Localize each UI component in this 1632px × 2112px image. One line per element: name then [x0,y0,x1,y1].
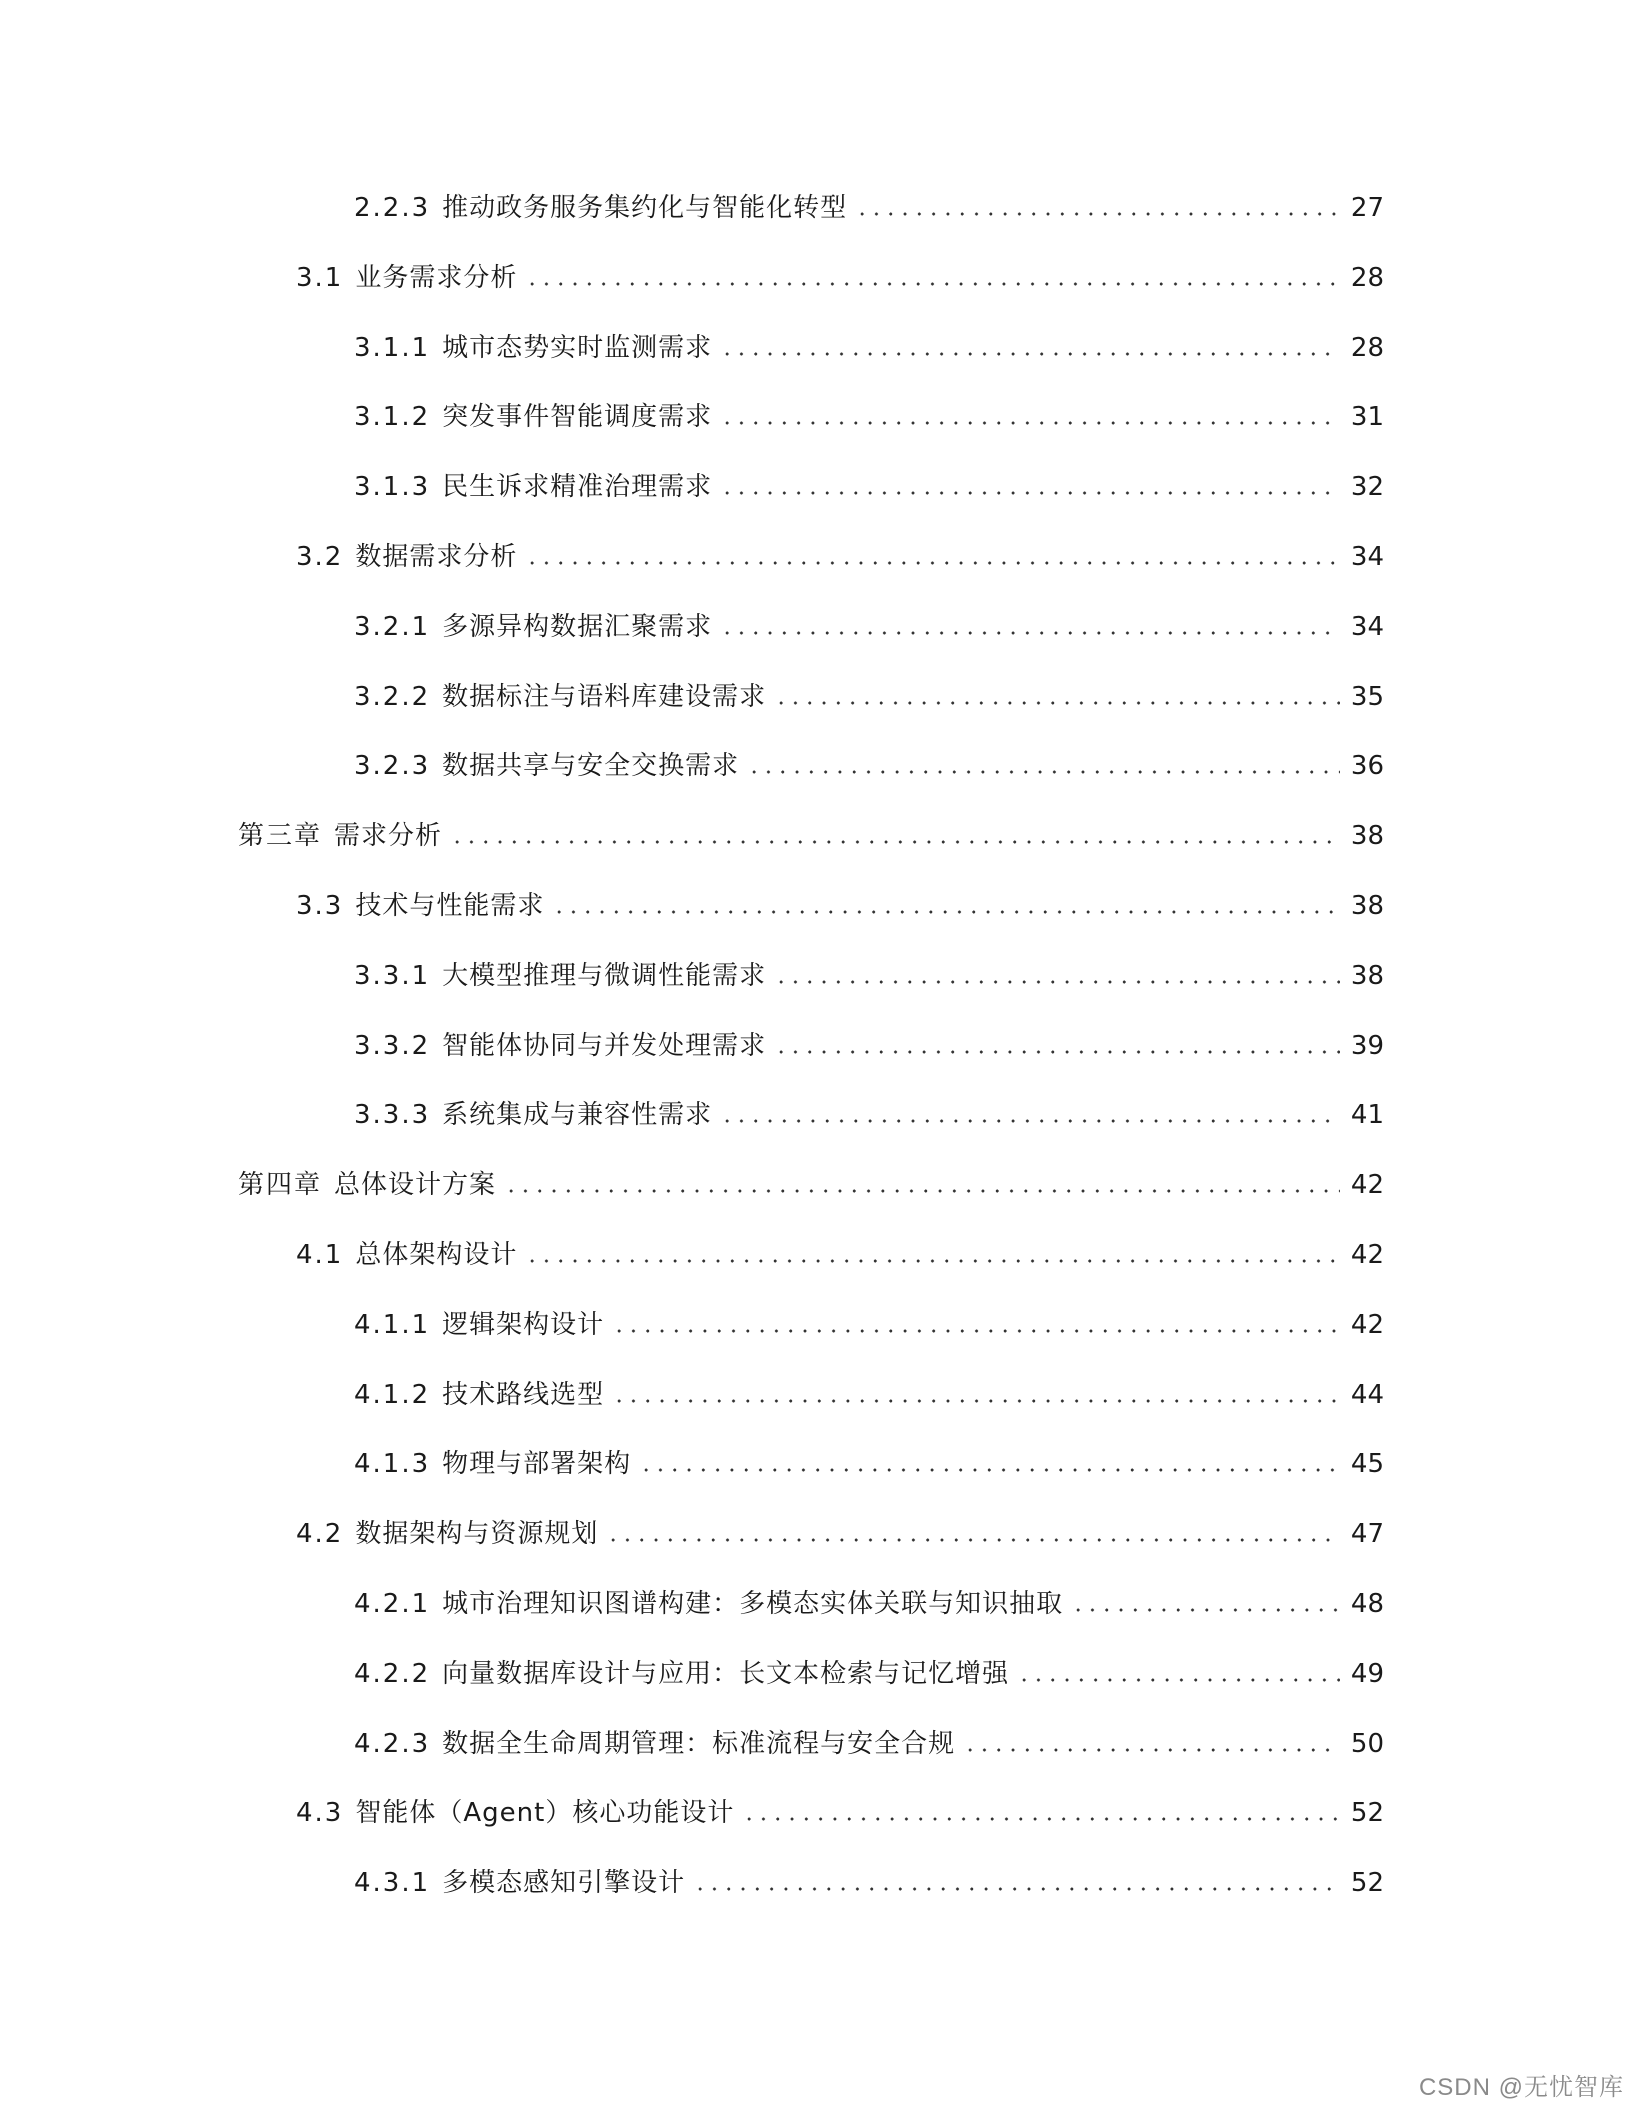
toc-entry-number: 4.1.2 [354,1379,431,1410]
toc-entry-page: 35 [1350,681,1384,712]
toc-entry[interactable] [296,1235,1384,1275]
toc-entry-number: 4.1.3 [354,1449,431,1480]
toc-entry[interactable] [354,607,1384,647]
toc-entry-page: 42 [1350,1170,1384,1201]
toc-dot-leader [525,1259,1340,1263]
toc-entry-page: 28 [1350,262,1384,293]
toc-entry-number: 3.1.1 [354,332,431,363]
toc-entry-number: 3.3.2 [354,1030,431,1061]
toc-entry[interactable] [296,537,1384,577]
toc-entry-title: 系统集成与兼容性需求 [442,1100,713,1131]
toc-entry-number: 3.3.1 [354,960,431,991]
toc-entry-title: 向量数据库设计与应用：长文本检索与记忆增强 [442,1658,1010,1689]
toc-dot-leader [720,491,1340,495]
toc-entry[interactable] [238,816,1384,856]
toc-dot-leader [450,840,1340,844]
toc-entry-title: 需求分析 [334,821,443,852]
toc-entry-number: 3.1.2 [354,402,431,433]
toc-entry-page: 47 [1350,1519,1384,1550]
toc-dot-leader [1017,1678,1340,1682]
toc-dot-leader [774,980,1340,984]
toc-entry[interactable] [354,956,1384,996]
toc-entry[interactable] [354,397,1384,437]
toc-entry-title: 物理与部署架构 [442,1449,632,1480]
toc-entry-page: 42 [1350,1309,1384,1340]
toc-entry-number: 3.2.1 [354,611,431,642]
toc-entry[interactable] [354,1026,1384,1066]
toc-entry-title: 逻辑架构设计 [442,1309,605,1340]
toc-entry[interactable] [238,1165,1384,1205]
toc-entry-page: 48 [1350,1589,1384,1619]
toc-entry-title: 突发事件智能调度需求 [442,402,713,433]
toc-entry-title: 智能体协同与并发处理需求 [442,1030,767,1061]
toc-entry-number: 3.3 [296,891,344,921]
toc-entry-page: 52 [1350,1798,1384,1829]
toc-entry-title: 城市治理知识图谱构建：多模态实体关联与知识抽取 [442,1589,1064,1619]
toc-entry-page: 28 [1350,332,1384,363]
toc-entry-number: 4.2.1 [354,1589,431,1619]
toc-entry-number: 3.2 [296,542,344,572]
toc-entry-page: 44 [1350,1379,1384,1410]
toc-dot-leader [742,1817,1340,1821]
toc-dot-leader [525,282,1340,286]
toc-dot-leader [720,421,1340,425]
toc-dot-leader [774,701,1340,705]
toc-entry-title: 总体设计方案 [334,1170,497,1201]
toc-entry[interactable] [354,1095,1384,1135]
toc-entry-page: 42 [1350,1240,1384,1270]
toc-entry-page: 32 [1350,472,1384,503]
toc-dot-leader [639,1468,1340,1472]
toc-dot-leader [963,1748,1340,1752]
toc-entry[interactable] [354,746,1384,786]
toc-entry[interactable] [296,1793,1384,1833]
toc-entry-number: 4.3 [296,1798,344,1829]
toc-entry-title: 数据全生命周期管理：标准流程与安全合规 [442,1728,956,1759]
toc-dot-leader [552,910,1340,914]
toc-entry[interactable] [354,677,1384,717]
toc-entry-title: 技术路线选型 [442,1379,605,1410]
toc-entry-title: 多模态感知引擎设计 [442,1868,686,1899]
toc-entry-page: 38 [1350,821,1384,852]
toc-entry[interactable] [354,467,1384,507]
toc-entry-page: 41 [1350,1100,1384,1131]
toc-dot-leader [612,1329,1340,1333]
toc-dot-leader [774,1050,1340,1054]
toc-entry-page: 50 [1350,1728,1384,1759]
toc-dot-leader [525,561,1340,565]
toc-entry-title: 智能体（Agent）核心功能设计 [355,1798,735,1829]
toc-entry-page: 27 [1350,193,1384,223]
toc-dot-leader [720,631,1340,635]
toc-entry[interactable] [354,1654,1384,1694]
toc-entry-page: 34 [1350,611,1384,642]
toc-entry-number: 4.2 [296,1519,344,1550]
toc-entry-page: 49 [1350,1658,1384,1689]
toc-entry[interactable] [354,1724,1384,1764]
toc-entry-title: 数据标注与语料库建设需求 [442,681,767,712]
toc-entry[interactable] [354,1444,1384,1484]
toc-dot-leader [693,1887,1340,1891]
toc-entry-title: 技术与性能需求 [355,891,545,921]
toc-dot-leader [855,212,1340,216]
toc-entry-title: 总体架构设计 [355,1240,518,1270]
toc-entry-number: 4.1 [296,1240,344,1270]
toc-entry-page: 34 [1350,542,1384,572]
toc-entry-number: 4.2.3 [354,1728,431,1759]
toc-entry[interactable] [354,1305,1384,1345]
toc-entry[interactable] [354,1584,1384,1624]
toc-entry-number: 第四章 [238,1170,323,1201]
toc-dot-leader [612,1399,1340,1403]
toc-entry-number: 2.2.3 [354,193,431,223]
toc-entry-page: 31 [1350,402,1384,433]
toc-entry-title: 多源异构数据汇聚需求 [442,611,713,642]
toc-entry[interactable] [296,258,1384,298]
toc-entry-title: 数据共享与安全交换需求 [442,751,740,782]
toc-dot-leader [504,1189,1340,1193]
toc-entry-number: 4.2.2 [354,1658,431,1689]
toc-entry-title: 数据需求分析 [355,542,518,572]
toc-entry-number: 3.2.3 [354,751,431,782]
toc-dot-leader [720,1119,1340,1123]
toc-entry[interactable] [354,1863,1384,1903]
toc-entry-title: 业务需求分析 [355,262,518,293]
toc-entry-title: 民生诉求精准治理需求 [442,472,713,503]
toc-entry-number: 4.3.1 [354,1868,431,1899]
toc-entry-title: 数据架构与资源规划 [355,1519,599,1550]
toc-entry[interactable] [354,188,1384,228]
toc-entry[interactable] [296,1514,1384,1554]
toc-entry-title: 城市态势实时监测需求 [442,332,713,363]
toc-entry[interactable] [296,886,1384,926]
toc-entry-number: 3.1 [296,262,344,293]
toc-entry-page: 36 [1350,751,1384,782]
toc-dot-leader [1071,1608,1340,1612]
toc-entry-page: 38 [1350,960,1384,991]
toc-entry[interactable] [354,328,1384,368]
toc-entry[interactable] [354,1375,1384,1415]
toc-entry-page: 38 [1350,891,1384,921]
toc-entry-page: 39 [1350,1030,1384,1061]
toc-entry-number: 4.1.1 [354,1309,431,1340]
toc-entry-page: 52 [1350,1868,1384,1899]
toc-entry-title: 大模型推理与微调性能需求 [442,960,767,991]
toc-dot-leader [720,352,1340,356]
toc-entry-number: 3.2.2 [354,681,431,712]
watermark: CSDN @无忧智库 [1418,2074,1624,2101]
toc-entry-number: 3.1.3 [354,472,431,503]
toc-entry-number: 3.3.3 [354,1100,431,1131]
toc-entry-page: 45 [1350,1449,1384,1480]
toc-entry-title: 推动政务服务集约化与智能化转型 [442,193,848,223]
toc-dot-leader [606,1538,1340,1542]
toc-dot-leader [747,770,1340,774]
toc-entry-number: 第三章 [238,821,323,852]
